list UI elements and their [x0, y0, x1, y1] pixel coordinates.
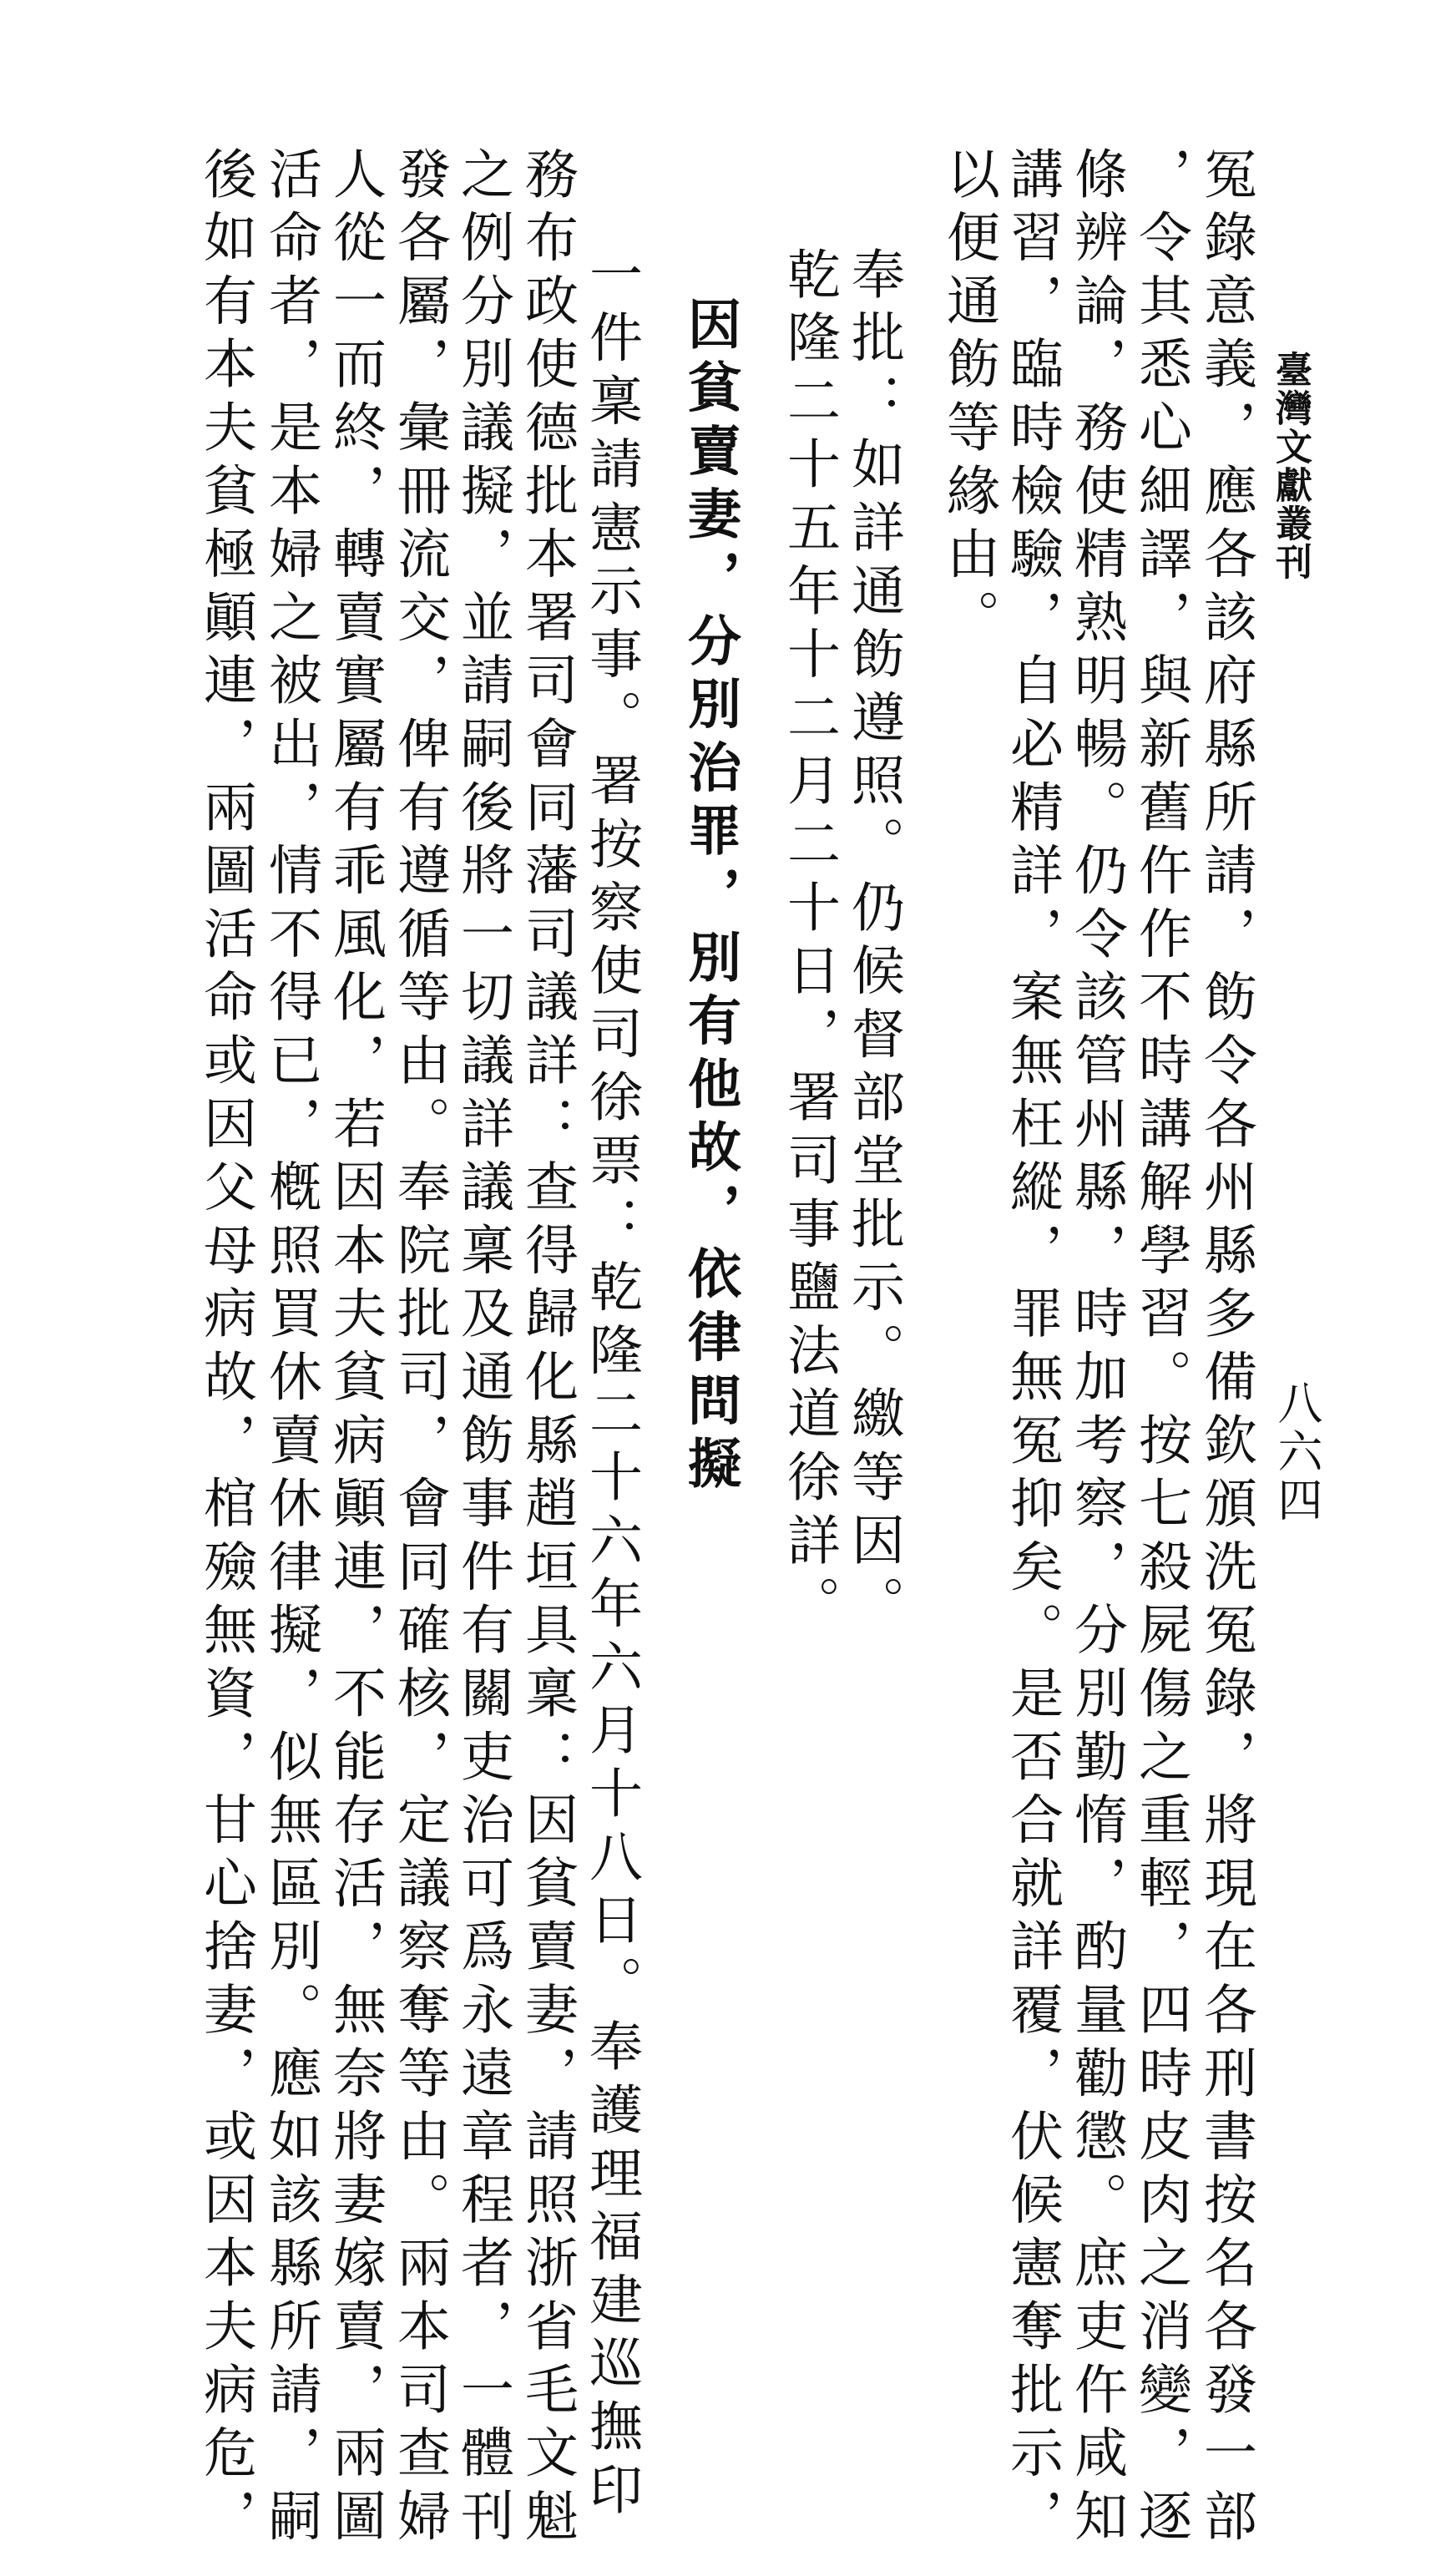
text-column-1: 冤錄意義，應各該府縣所請，飭令各州縣多備欽頒洗冤錄，將現在各刑書按名各發一部	[1195, 146, 1256, 2551]
text-column-5: 以便通飭等緣由。	[938, 146, 999, 653]
text-column-9: 一件稟請憲示事。署按察使司徐票：乾隆二十六年六月十八日。奉護理福建巡撫印	[580, 246, 642, 2525]
text-column-10: 務布政使德批本署司會同藩司議詳：查得歸化縣趙垣具稟：因貧賣妻，請照浙省毛文魁	[516, 146, 578, 2551]
text-column-3: 條辨論，務使精熟明暢。仍令該管州縣，時加考察，分別勤惰，酌量勸懲。庶吏仵咸知	[1065, 146, 1127, 2551]
section-heading: 因貧賣妻，分別治罪，別有他故，依律問擬	[679, 296, 741, 1500]
text-column-12: 發各屬，彙冊流交，俾有遵循等由。奉院批司，會同確核，定議察奪等由。兩本司查婦	[388, 146, 450, 2551]
text-column-6: 奉批：如詳通飭遵照。仍候督部堂批示。繳等因。	[842, 246, 904, 1639]
text-column-2: ，令其悉心細譯，與新舊仵作不時講解學習。按七殺屍傷之重輕，四時皮肉之消變，逐	[1130, 146, 1191, 2551]
text-column-15: 後如有本夫貧極顚連，兩圖活命或因父母病故，棺殮無資，甘心捨妻，或因本夫病危，	[195, 146, 256, 2551]
text-column-11: 之例分別議擬，並請嗣後將一切議詳議稟及通飭事件有關吏治可爲永遠章程者，一體刊	[452, 146, 513, 2551]
book-series-title: 臺灣文獻叢刊	[1269, 351, 1312, 581]
page-number: 八六四	[1271, 1379, 1323, 1525]
text-column-13: 人從一而終，轉賣實屬有乖風化，若因本夫貧病顚連，不能存活，無奈將妻嫁賣，兩圖	[324, 146, 386, 2551]
text-column-4: 講習，臨時檢驗，自必精詳，案無枉縱，罪無冤抑矣。是否合就詳覆，伏候憲奪批示，	[1001, 146, 1063, 2551]
text-column-7: 乾隆二十五年十二月二十日，署司事鹽法道徐詳。	[778, 246, 840, 1639]
text-column-14: 活命者，是本婦之被出，情不得已，槪照買休賣休律擬，似無區別。應如該縣所請，嗣	[260, 146, 321, 2551]
